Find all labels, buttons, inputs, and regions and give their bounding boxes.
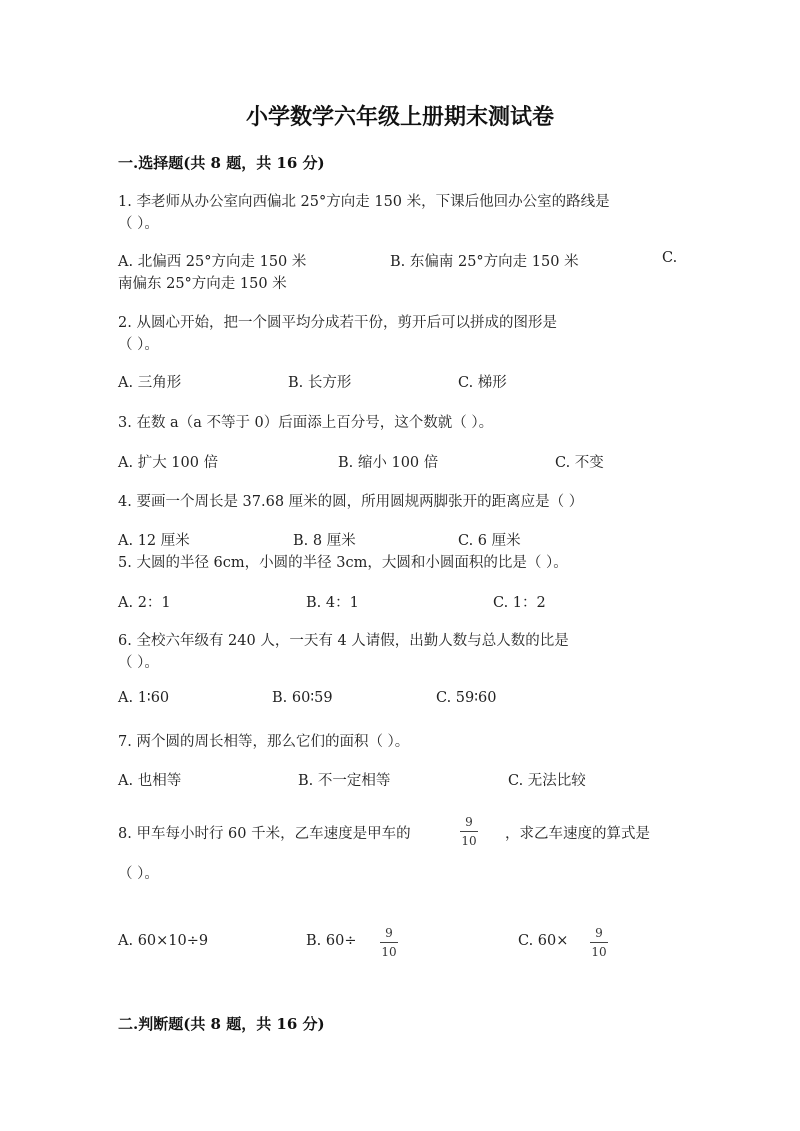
question-2-stem: 2. 从圆心开始，把一个圆平均分成若干份，剪开后可以拼成的图形是 <box>118 315 557 331</box>
question-2-option-b: B. 长方形 <box>288 375 352 391</box>
section-heading-choice: 一.选择题(共 8 题，共 16 分) <box>118 154 325 172</box>
question-4-option-c: C. 6 厘米 <box>458 533 521 549</box>
question-1-option-a: A. 北偏西 25°方向走 150 米 <box>118 254 307 270</box>
question-1-stem: 1. 李老师从办公室向西偏北 25°方向走 150 米，下课后他回办公室的路线是 <box>118 194 610 210</box>
option-b-fraction <box>380 926 398 959</box>
question-6-option-a: A. 1∶60 <box>118 690 170 706</box>
question-2-option-c: C. 梯形 <box>458 375 507 391</box>
question-8-option-b: B. 60÷ <box>306 933 357 949</box>
question-6-stem: 6. 全校六年级有 240 人，一天有 4 人请假，出勤人数与总人数的比是 <box>118 633 569 649</box>
question-3-option-a: A. 扩大 100 倍 <box>118 455 219 471</box>
question-5-option-c: C. 1：2 <box>493 595 546 611</box>
fraction-bar <box>380 942 398 943</box>
question-6-option-c: C. 59∶60 <box>436 690 497 706</box>
question-6-blank: （ ）。 <box>118 655 159 671</box>
question-1-option-c: C. <box>662 250 678 266</box>
fraction-bar <box>460 831 478 832</box>
question-3-option-b: B. 缩小 100 倍 <box>338 455 439 471</box>
fraction-denominator: 10 <box>461 834 477 848</box>
question-1-option-b: B. 东偏南 25°方向走 150 米 <box>390 254 579 270</box>
question-2-blank: （ ）。 <box>118 337 159 353</box>
fraction-denominator: 10 <box>591 945 607 959</box>
question-8-stem-part2: ，求乙车速度的算式是 <box>505 826 650 842</box>
fraction-numerator: 9 <box>465 815 473 829</box>
question-5-option-a: A. 2：1 <box>118 595 171 611</box>
question-4-option-b: B. 8 厘米 <box>293 533 356 549</box>
question-8-blank: （ ）。 <box>118 866 159 882</box>
section-heading-judgement: 二.判断题(共 8 题，共 16 分) <box>118 1015 325 1033</box>
question-1-option-c-text: 南偏东 25°方向走 150 米 <box>118 276 287 292</box>
question-3-stem: 3. 在数 a（a 不等于 0）后面添上百分号，这个数就（ ）。 <box>118 415 494 431</box>
question-8-fraction <box>460 815 478 848</box>
page-title: 小学数学六年级上册期末测试卷 <box>245 104 554 130</box>
fraction-bar <box>590 942 608 943</box>
question-5-option-b: B. 4：1 <box>306 595 359 611</box>
question-6-option-b: B. 60∶59 <box>272 690 333 706</box>
question-8-stem-part1: 8. 甲车每小时行 60 千米，乙车速度是甲车的 <box>118 826 411 842</box>
question-7-option-b: B. 不一定相等 <box>298 773 391 789</box>
question-8-option-a: A. 60×10÷9 <box>118 933 209 949</box>
question-5-stem: 5. 大圆的半径 6cm，小圆的半径 3cm，大圆和小圆面积的比是（ ）。 <box>118 555 568 571</box>
question-4-option-a: A. 12 厘米 <box>118 533 190 549</box>
fraction-numerator: 9 <box>385 926 393 940</box>
fraction-numerator: 9 <box>595 926 603 940</box>
question-1-blank: （ ）。 <box>118 216 159 232</box>
fraction-denominator: 10 <box>381 945 397 959</box>
option-c-fraction <box>590 926 608 959</box>
question-8-option-c: C. 60× <box>518 933 569 949</box>
question-7-stem: 7. 两个圆的周长相等，那么它们的面积（ ）。 <box>118 734 410 750</box>
question-2-option-a: A. 三角形 <box>118 375 182 391</box>
question-3-option-c: C. 不变 <box>555 455 604 471</box>
question-7-option-c: C. 无法比较 <box>508 773 586 789</box>
question-4-stem: 4. 要画一个周长是 37.68 厘米的圆，所用圆规两脚张开的距离应是（ ） <box>118 494 584 510</box>
question-7-option-a: A. 也相等 <box>118 773 182 789</box>
